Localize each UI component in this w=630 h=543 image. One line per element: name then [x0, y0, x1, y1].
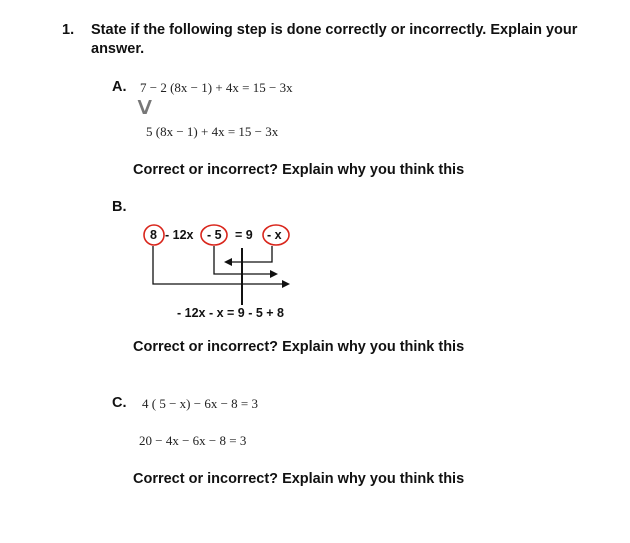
arrowhead-5: [270, 270, 278, 278]
circle-minus-x: [263, 225, 289, 245]
arrowhead-x: [224, 258, 232, 266]
part-b-term-12x: - 12x: [165, 228, 194, 242]
part-c-prompt: Correct or incorrect? Explain why you think this: [133, 471, 465, 487]
arrowhead-8: [282, 280, 290, 288]
circle-minus-5: [201, 225, 227, 245]
part-c-label: C.: [112, 395, 127, 411]
question-text-line1: State if the following step is done correctly or incorrectly. Explain your: [91, 22, 578, 38]
part-b-term-x: - x: [267, 228, 282, 242]
question-number: 1.: [62, 22, 75, 38]
part-b-equals-9: = 9: [235, 228, 253, 242]
part-b-term-5: - 5: [207, 228, 222, 242]
part-a-original-equation: 7 − 2 (8x − 1) + 4x = 15 − 3x: [140, 80, 293, 95]
question-text-line2: answer.: [91, 41, 145, 57]
part-c-original-equation: 4 ( 5 − x) − 6x − 8 = 3: [142, 396, 258, 411]
arrow-line-8: [153, 246, 282, 284]
part-a-label: A.: [112, 79, 127, 95]
check-mark-icon: ∨: [133, 94, 156, 120]
circle-8: [144, 225, 164, 245]
part-a-step-equation: 5 (8x − 1) + 4x = 15 − 3x: [146, 124, 279, 139]
part-b-label: B.: [112, 199, 127, 215]
part-b-result-equation: - 12x - x = 9 - 5 + 8: [177, 306, 285, 320]
part-b-prompt: Correct or incorrect? Explain why you think this: [133, 339, 465, 355]
part-c-step-equation: 20 − 4x − 6x − 8 = 3: [139, 433, 247, 448]
arrow-line-x: [232, 246, 272, 262]
part-a-prompt: Correct or incorrect? Explain why you think this: [133, 162, 465, 178]
part-b-term-8: 8: [150, 228, 157, 242]
